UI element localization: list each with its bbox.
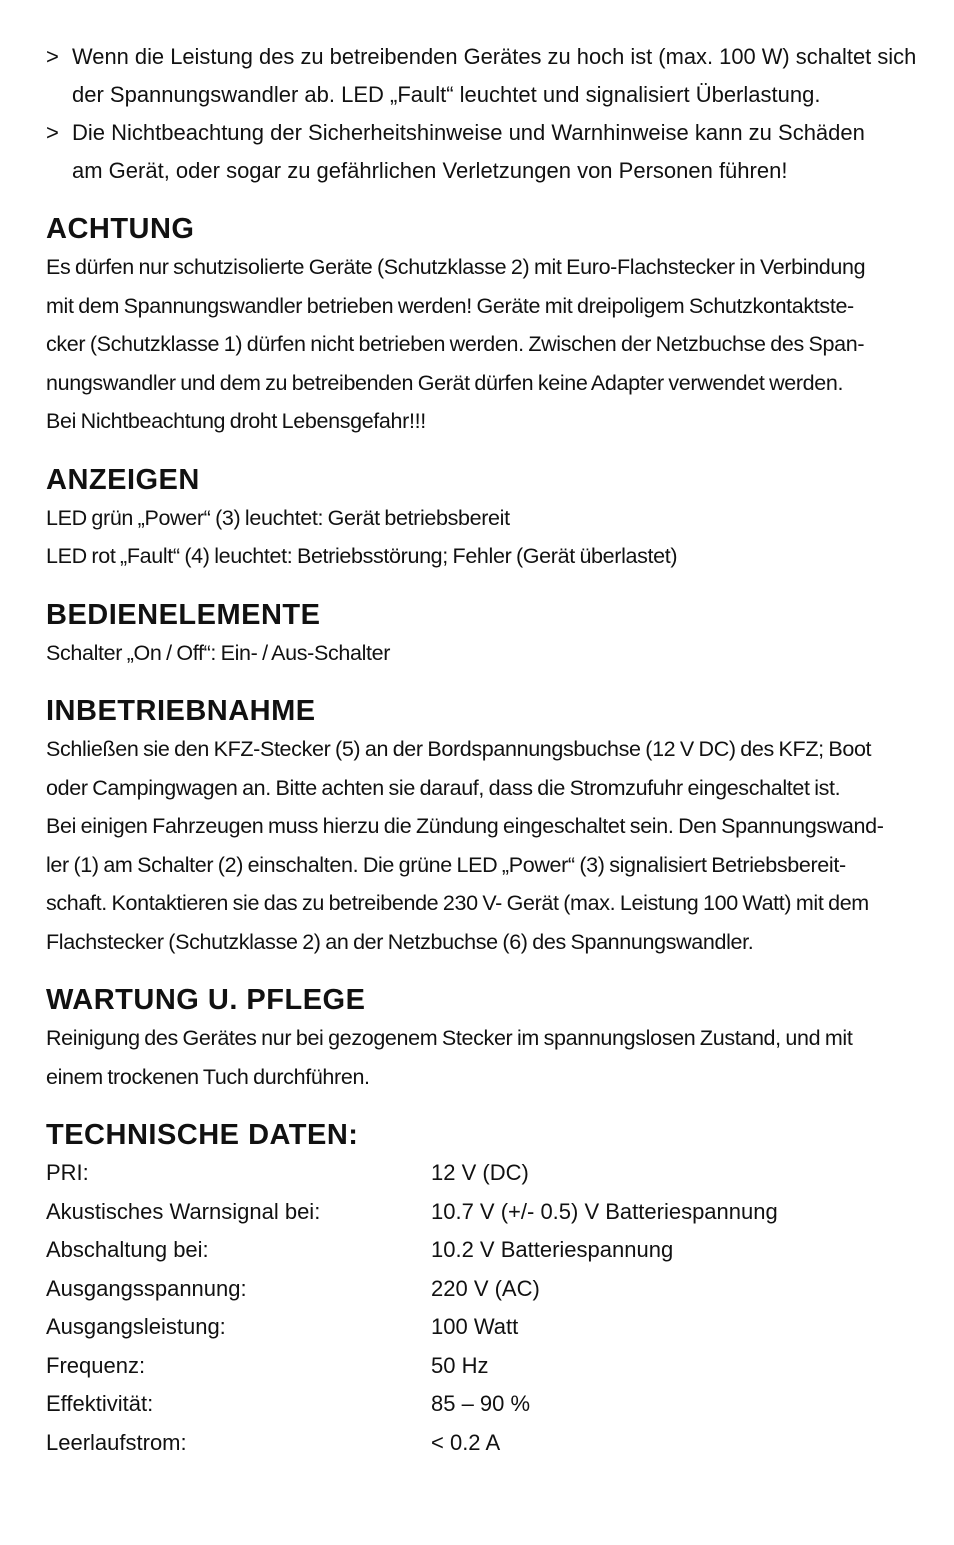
spec-label: Abschaltung bei:	[46, 1237, 209, 1262]
spec-label: Akustisches Warnsignal bei:	[46, 1198, 321, 1224]
text-line: Flachstecker (Schutzklasse 2) an der Netzbuchse (6) des Spannungswandler.	[46, 929, 754, 954]
section-text	[46, 634, 916, 673]
text-line: Bei einigen Fahrzeugen muss hierzu die Zündung eingeschaltet sein. Den Spannungswand-	[46, 814, 884, 838]
section-text	[46, 730, 916, 961]
section-heading: WARTUNG U. PFLEGE	[46, 984, 366, 1016]
spec-label: PRI:	[46, 1160, 89, 1185]
spec-row	[46, 1193, 916, 1232]
text-line: LED grün „Power“ (3) leuchtet: Gerät betriebsbereit	[46, 505, 510, 530]
spec-label: Ausgangsleistung:	[46, 1314, 226, 1339]
spec-row	[46, 1154, 916, 1193]
text-line: oder Campingwagen an. Bitte achten sie darauf, dass die Stromzufuhr eingeschaltet ist.	[46, 775, 841, 800]
spec-value: 10.2 V Batteriespannung	[431, 1237, 674, 1262]
spec-row	[46, 1424, 916, 1463]
section-bedienelemente	[46, 596, 916, 673]
text-line: einem trockenen Tuch durchführen.	[46, 1064, 370, 1089]
text-line: Reinigung des Gerätes nur bei gezogenem Stecker im spannungslosen Zustand, und mit	[46, 1026, 853, 1050]
warning-line: Wenn die Leistung des zu betreibenden Gerätes zu hoch ist (max. 100 W) schaltet sich	[72, 44, 917, 69]
section-wartung	[46, 981, 916, 1096]
spec-row	[46, 1347, 916, 1386]
text-line: Schließen sie den KFZ-Stecker (5) an der Bordspannungsbuchse (12 V DC) des KFZ; Boot	[46, 737, 872, 761]
spec-label: Frequenz:	[46, 1352, 146, 1378]
spec-value: 50 Hz	[431, 1352, 489, 1378]
spec-value: 12 V (DC)	[431, 1160, 529, 1185]
text-line: Es dürfen nur schutzisolierte Geräte (Schutzklasse 2) mit Euro-Flachstecker in Verbindung	[46, 255, 866, 279]
section-heading: TECHNISCHE DATEN:	[46, 1119, 359, 1151]
text-line: Bei Nichtbeachtung droht Lebensgefahr!!!	[46, 409, 426, 433]
spec-value: 10.7 V (+/- 0.5) V Batteriespannung	[431, 1198, 778, 1224]
section-heading: ANZEIGEN	[46, 463, 200, 496]
text-line: ler (1) am Schalter (2) einschalten. Die grüne LED „Power“ (3) signalisiert Betriebsbereit-	[46, 852, 846, 877]
spec-value: 220 V (AC)	[431, 1275, 540, 1301]
text-line: nungswandler und dem zu betreibenden Gerät dürfen keine Adapter verwendet werden.	[46, 370, 844, 395]
warning-item	[46, 114, 916, 190]
section-heading: BEDIENELEMENTE	[46, 598, 321, 631]
section-text	[46, 248, 916, 441]
spec-label: Leerlaufstrom:	[46, 1429, 187, 1455]
section-anzeigen	[46, 461, 916, 576]
spec-table	[46, 1154, 916, 1462]
spec-value: < 0.2 A	[431, 1429, 501, 1455]
spec-row	[46, 1385, 916, 1424]
section-achtung	[46, 210, 916, 441]
spec-value: 100 Watt	[431, 1314, 519, 1339]
spec-row	[46, 1308, 916, 1347]
warning-line: am Gerät, oder sogar zu gefährlichen Verletzungen von Personen führen!	[72, 158, 788, 183]
text-line: Schalter „On / Off“: Ein- / Aus-Schalter	[46, 640, 391, 665]
manual-content	[46, 38, 916, 1462]
spec-label: Ausgangsspannung:	[46, 1275, 247, 1301]
warning-line: der Spannungswandler ab. LED „Fault“ leuchtet und signalisiert Überlastung.	[72, 82, 821, 107]
warning-item	[46, 38, 916, 114]
text-line: mit dem Spannungswandler betrieben werden! Geräte mit dreipoligem Schutzkontaktste-	[46, 293, 854, 318]
warning-line: Die Nichtbeachtung der Sicherheitshinweise und Warnhinweise kann zu Schäden	[72, 120, 865, 145]
section-text	[46, 1019, 916, 1096]
section-text	[46, 499, 916, 576]
bullet-marker: >	[46, 44, 59, 69]
spec-label: Effektivität:	[46, 1391, 154, 1416]
warning-list	[46, 38, 916, 190]
section-inbetriebnahme	[46, 692, 916, 961]
bullet-marker: >	[46, 120, 59, 145]
text-line: schaft. Kontaktieren sie das zu betreibende 230 V- Gerät (max. Leistung 100 Watt) mit dem	[46, 891, 869, 915]
text-line: cker (Schutzklasse 1) dürfen nicht betrieben werden. Zwischen der Netzbuchse des Span-	[46, 332, 865, 356]
spec-row	[46, 1231, 916, 1270]
spec-row	[46, 1270, 916, 1309]
section-heading: ACHTUNG	[46, 213, 195, 245]
section-heading: INBETRIEBNAHME	[46, 695, 316, 727]
section-technische-daten	[46, 1116, 916, 1462]
text-line: LED rot „Fault“ (4) leuchtet: Betriebsstörung; Fehler (Gerät überlastet)	[46, 544, 678, 568]
spec-value: 85 – 90 %	[431, 1391, 531, 1416]
